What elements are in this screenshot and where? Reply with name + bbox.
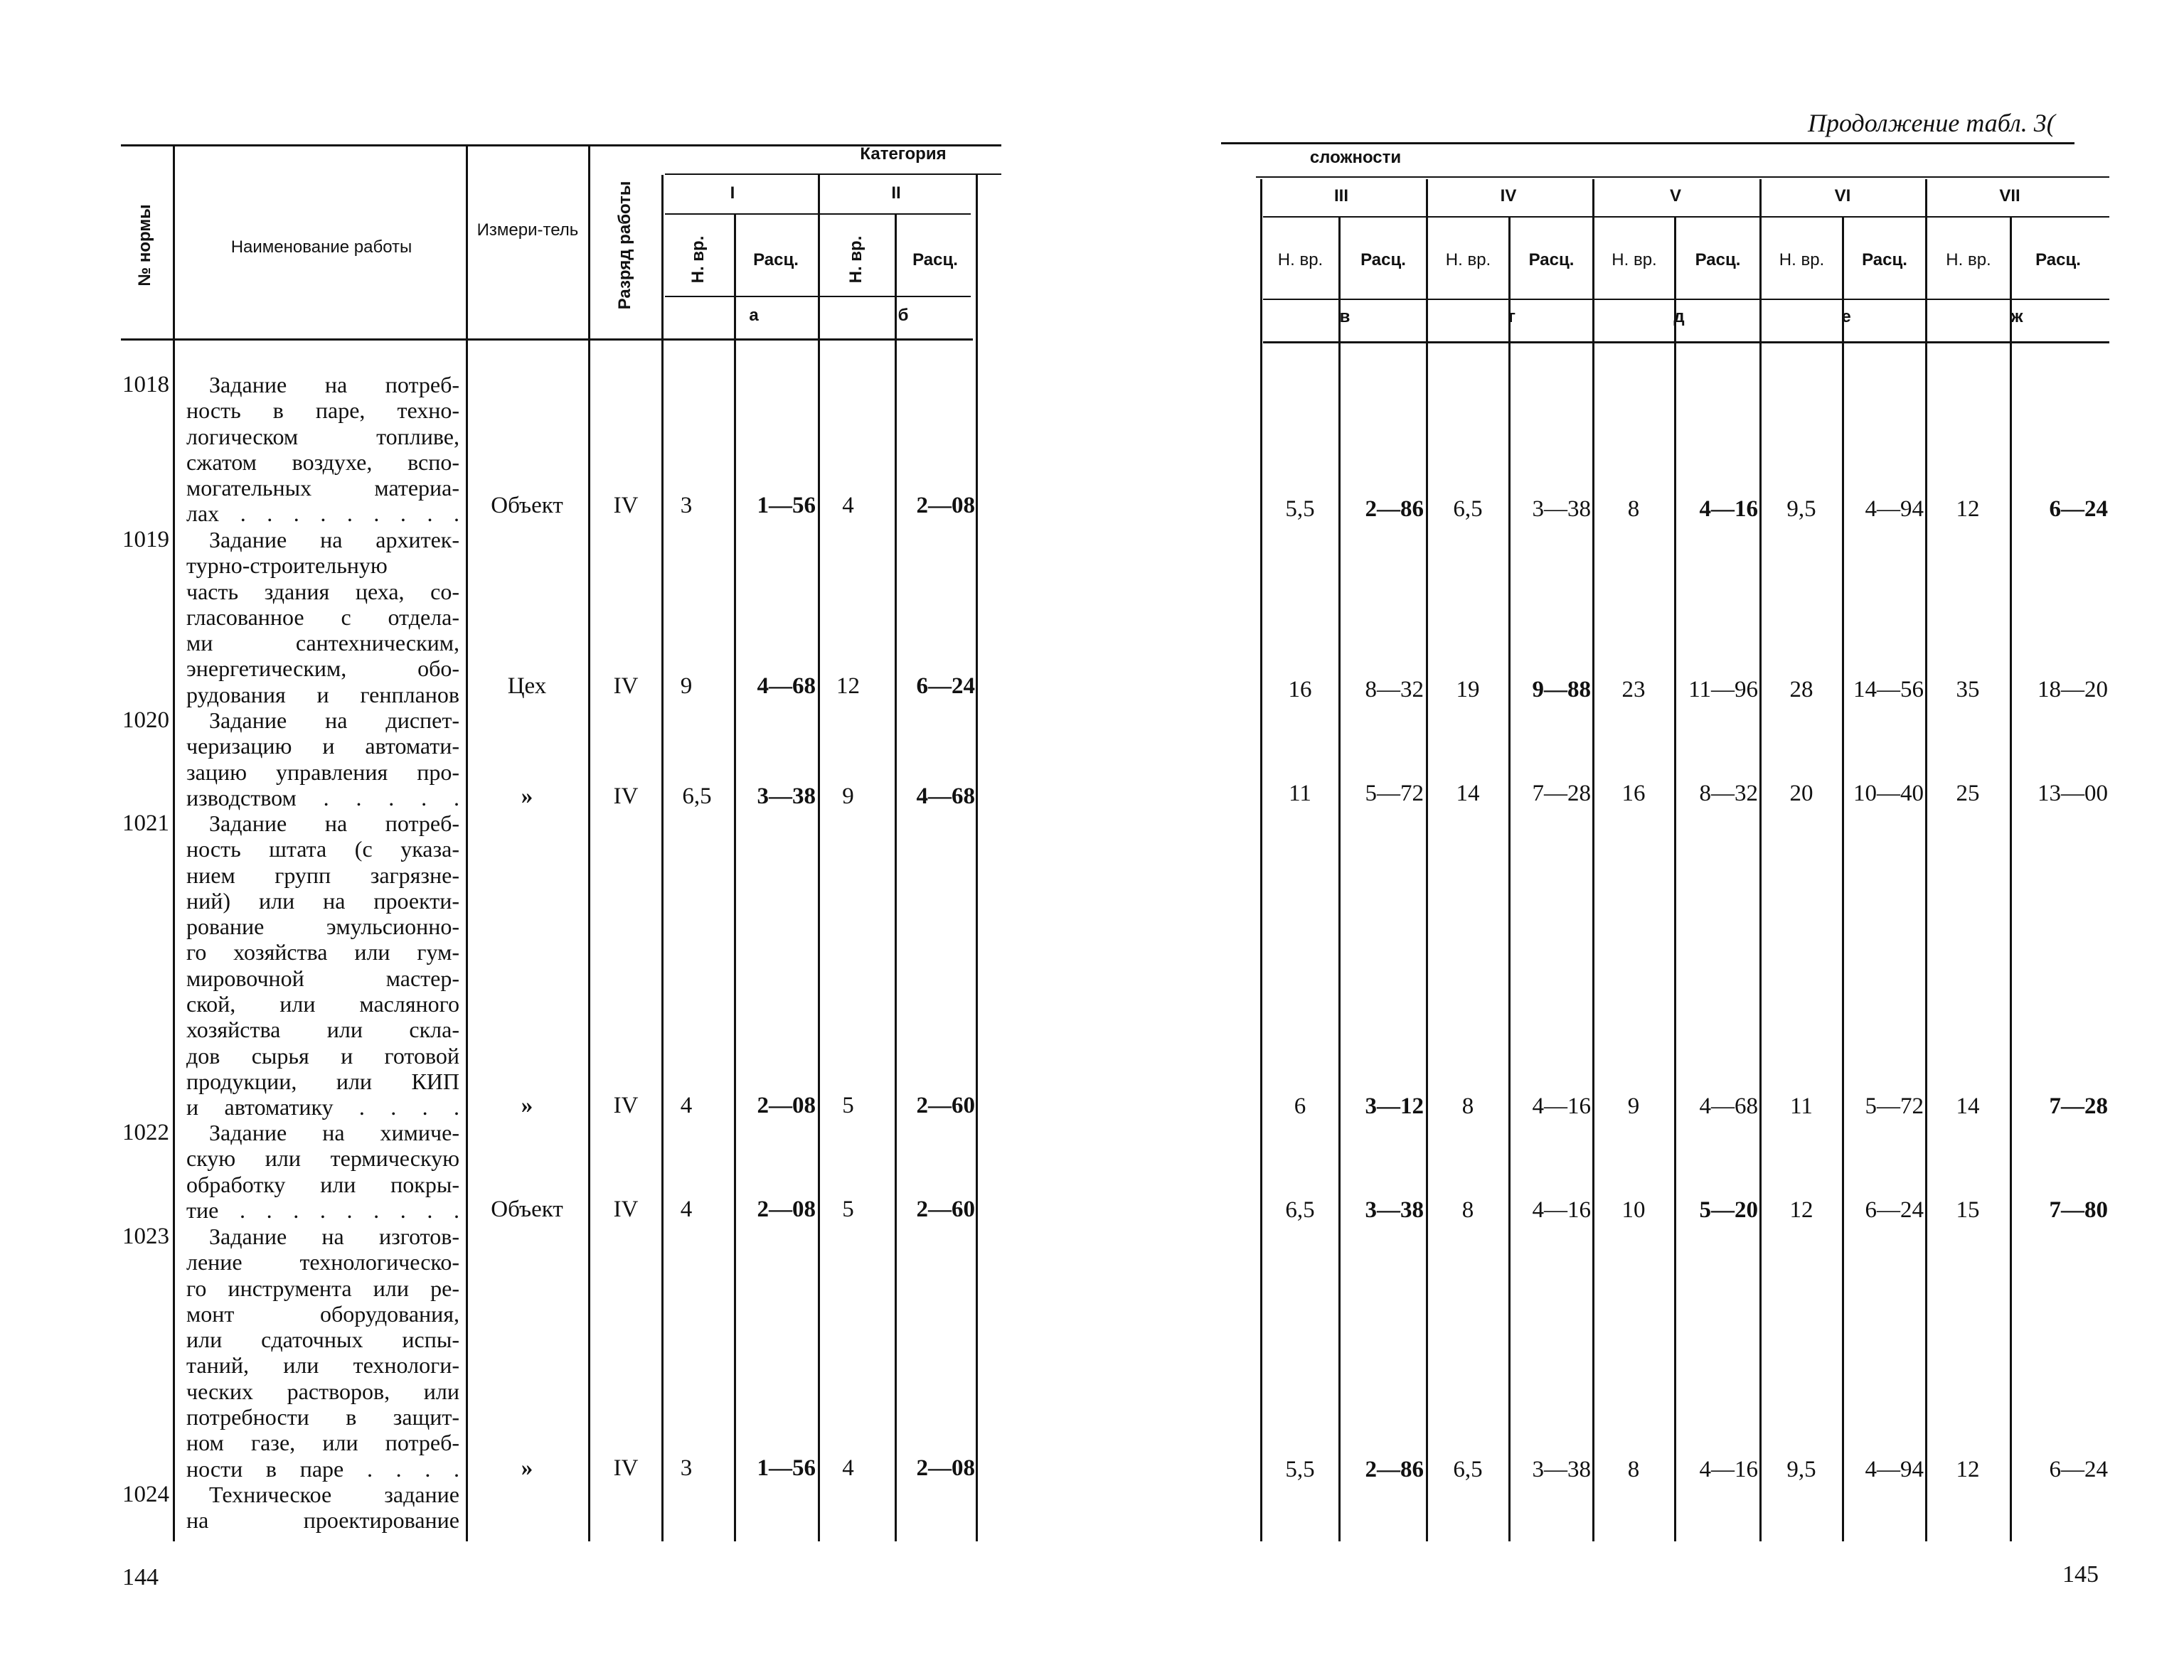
header-norm-no: № нормы	[135, 204, 154, 287]
header-norm-time-II: Н. вр.	[846, 235, 865, 284]
header-grade: Разряд работы	[615, 181, 634, 310]
rate-cell: 2—60	[916, 1093, 975, 1118]
rate-cell: 13—00	[2037, 781, 2108, 806]
header-norm-time-V: Н. вр.	[1612, 250, 1657, 269]
norm-time-cell: 4	[842, 1455, 854, 1481]
header-norm-time-IV: Н. вр.	[1445, 250, 1491, 269]
rate-cell: 2—08	[757, 1093, 816, 1118]
rate-cell: 2—08	[916, 493, 975, 518]
norm-time-cell: 12	[1789, 1197, 1813, 1223]
rate-cell: 14—56	[1853, 677, 1924, 702]
norm-time-cell: 8	[1461, 1093, 1474, 1119]
header-norm-time-III: Н. вр.	[1277, 250, 1323, 269]
rate-cell: 3—38	[1532, 1457, 1591, 1482]
col-rule	[1260, 179, 1262, 1541]
norm-time-cell: 9,5	[1786, 1457, 1816, 1482]
header-rate-III: Расц.	[1360, 250, 1406, 269]
norm-time-cell: 3	[680, 1455, 693, 1481]
unit-cell: »	[521, 1093, 533, 1118]
header-letter-a: а	[749, 306, 759, 325]
header-bottom-rule	[121, 338, 973, 341]
norm-time-cell: 19	[1456, 677, 1480, 702]
grade-cell: IV	[613, 1455, 639, 1481]
rate-cell: 2—86	[1365, 496, 1424, 522]
rate-cell: 6—24	[2049, 496, 2108, 522]
norm-number: 1019	[122, 527, 169, 552]
rate-cell: 4—68	[1699, 1093, 1758, 1119]
unit-cell: »	[521, 1455, 533, 1481]
norm-time-cell: 3	[680, 493, 693, 518]
norm-time-cell: 9	[680, 673, 693, 699]
col-rule-3	[588, 146, 590, 1541]
col-rule	[1674, 216, 1676, 1541]
norm-number: 1018	[122, 372, 169, 397]
norm-time-cell: 5,5	[1285, 1457, 1315, 1482]
norm-time-cell: 12	[1956, 1457, 1980, 1482]
norm-time-cell: 6,5	[682, 783, 712, 809]
rate-cell: 6—24	[916, 673, 975, 699]
col-rule	[2010, 216, 2012, 1541]
norm-time-cell: 12	[836, 673, 860, 699]
col-rule-1	[173, 146, 175, 1541]
norm-time-cell: 16	[1288, 677, 1312, 702]
header-category: Категория	[860, 144, 947, 164]
norm-time-cell: 15	[1956, 1197, 1980, 1223]
page-number-right: 145	[2062, 1561, 2099, 1588]
norm-time-cell: 8	[1461, 1197, 1474, 1223]
norm-time-cell: 9	[1627, 1093, 1640, 1119]
col-rule-6	[818, 175, 820, 1541]
rate-cell: 3—38	[757, 783, 816, 809]
header-group-I: I	[730, 183, 735, 203]
rate-cell: 4—16	[1532, 1197, 1591, 1223]
header-unit: Измери-тель	[476, 220, 579, 240]
norm-time-cell: 16	[1621, 781, 1646, 806]
rate-cell: 2—60	[916, 1197, 975, 1222]
rate-cell: 6—24	[1865, 1197, 1924, 1223]
work-description: Задание на изготов- ление технологическо- го инструмента или ре- монт оборудования, или сдаточных испы- таний, или технологи- ческих растворов, или потребности в защит- ном газе, или потреб- ности в паре . . . .	[186, 1224, 459, 1482]
header-rate-V: Расц.	[1695, 250, 1741, 269]
grade-cell: IV	[613, 783, 639, 809]
rate-cell: 3—38	[1532, 496, 1591, 522]
norm-time-cell: 5	[842, 1197, 854, 1222]
col-rule	[1338, 216, 1341, 1541]
col-rule-5	[734, 213, 736, 1541]
header-group-VI: VI	[1834, 186, 1851, 205]
rate-cell: 4—94	[1865, 496, 1924, 522]
header-rate-II: Расц.	[912, 250, 958, 269]
col-rule	[1925, 179, 1927, 1541]
norm-time-cell: 11	[1289, 781, 1311, 806]
page-number-left: 144	[122, 1564, 159, 1590]
norm-time-cell: 10	[1621, 1197, 1646, 1223]
norm-time-cell: 25	[1956, 781, 1980, 806]
col-rule	[1508, 216, 1511, 1541]
header-rate-IV: Расц.	[1528, 250, 1575, 269]
header-letter-d: д	[1673, 307, 1685, 326]
col-rule-7	[895, 213, 897, 1541]
header-norm-time-I: Н. вр.	[688, 235, 708, 284]
rate-cell: 4—16	[1699, 496, 1758, 522]
rate-cell: 7—28	[1532, 781, 1591, 806]
norm-number: 1023	[122, 1224, 169, 1249]
complexity-rule	[1256, 176, 2109, 178]
grade-cell: IV	[613, 1093, 639, 1118]
norm-time-cell: 8	[1627, 496, 1640, 522]
header-group-IV: IV	[1500, 186, 1517, 205]
header-rate-I: Расц.	[753, 250, 799, 269]
rate-cell: 18—20	[2037, 677, 2108, 702]
rate-cell: 1—56	[757, 493, 816, 518]
rate-cell: 8—32	[1365, 677, 1424, 702]
rate-cell: 3—38	[1365, 1197, 1424, 1223]
table-top-rule	[1221, 142, 2074, 144]
header-rate-VII: Расц.	[2035, 250, 2081, 269]
header-group-II: II	[891, 183, 901, 203]
right-page	[1092, 0, 2184, 1680]
rate-cell: 6—24	[2049, 1457, 2108, 1482]
rate-cell: 11—96	[1688, 677, 1758, 702]
header-norm-time-VII: Н. вр.	[1946, 250, 1991, 269]
rate-cell: 4—68	[916, 783, 975, 809]
header-bottom-rule	[1263, 341, 2109, 343]
rate-cell: 8—32	[1699, 781, 1758, 806]
header-norm-time-VI: Н. вр.	[1779, 250, 1825, 269]
norm-time-cell: 9,5	[1786, 496, 1816, 522]
rate-cell: 7—80	[2049, 1197, 2108, 1223]
rate-cell: 4—16	[1532, 1093, 1591, 1119]
norm-time-cell: 20	[1789, 781, 1813, 806]
norm-time-cell: 4	[680, 1093, 693, 1118]
work-description: Задание на потреб- ность штата (с указа- нием групп загрязне- ний) или на проекти- рование эмульсионно- го хозяйства или гум- мировочной мастер- ской, или масляного хозяйства или скла- дов сырья и готовой продукции, или КИП и автоматику . . . .	[186, 810, 459, 1120]
rate-cell: 5—72	[1365, 781, 1424, 806]
norm-number: 1022	[122, 1120, 169, 1145]
work-description: Задание на химиче- скую или термическую обработку или покры- тие . . . . . . . . .	[186, 1120, 459, 1223]
rate-cell: 3—12	[1365, 1093, 1424, 1119]
norm-time-cell: 5	[842, 1093, 854, 1118]
norm-time-cell: 6	[1294, 1093, 1306, 1119]
header-letter-zh: ж	[2010, 307, 2023, 326]
category-rule	[665, 173, 1001, 175]
rate-cell: 4—68	[757, 673, 816, 699]
norm-time-cell: 6,5	[1453, 496, 1483, 522]
col-rule	[1592, 179, 1594, 1541]
norm-time-cell: 11	[1790, 1093, 1813, 1119]
rate-cell: 2—86	[1365, 1457, 1424, 1482]
norm-number: 1020	[122, 707, 169, 733]
rate-cell: 10—40	[1853, 781, 1924, 806]
rate-cell: 7—28	[2049, 1093, 2108, 1119]
work-description: Задание на диспет- черизацию и автомати- зацию управления про- изводством . . . . .	[186, 707, 459, 810]
header-group-III: III	[1333, 186, 1348, 205]
norm-time-cell: 14	[1956, 1093, 1980, 1119]
norm-time-cell: 28	[1789, 677, 1813, 702]
col-rule	[1759, 179, 1762, 1541]
rate-cell: 2—08	[916, 1455, 975, 1481]
roman-rule	[1263, 216, 2109, 218]
rate-cell: 2—08	[757, 1197, 816, 1222]
col-rule-4	[661, 175, 664, 1541]
unit-cell: »	[521, 783, 533, 809]
grade-cell: IV	[613, 673, 639, 699]
norm-time-cell: 6,5	[1285, 1197, 1315, 1223]
norm-number: 1024	[122, 1482, 169, 1507]
rate-cell: 1—56	[757, 1455, 816, 1481]
norm-time-cell: 6,5	[1453, 1457, 1483, 1482]
header-letter-e: е	[1841, 307, 1851, 326]
col-rule-2	[466, 146, 468, 1541]
work-description: Задание на архитек- турно-строительную часть здания цеха, со- гласованное с отдела- ми сантехническим, энергетическим, обо- рудования и генпланов	[186, 527, 459, 707]
norm-number: 1021	[122, 810, 169, 836]
unit-cell: Объект	[491, 1197, 563, 1222]
norm-time-cell: 8	[1627, 1457, 1640, 1482]
rate-cell: 9—88	[1532, 677, 1591, 702]
norm-time-cell: 35	[1956, 677, 1980, 702]
norm-time-cell: 9	[842, 783, 854, 809]
header-group-V: V	[1669, 186, 1681, 205]
norm-time-cell: 14	[1456, 781, 1480, 806]
rate-cell: 4—94	[1865, 1457, 1924, 1482]
norm-time-cell: 4	[680, 1197, 693, 1222]
norm-time-cell: 4	[842, 493, 854, 518]
unit-cell: Цех	[507, 673, 547, 699]
header-letter-g: г	[1508, 307, 1516, 326]
work-description: Техническое задание на проектирование	[186, 1482, 459, 1534]
norm-time-cell: 12	[1956, 496, 1980, 522]
norm-time-cell: 23	[1621, 677, 1646, 702]
continuation-label: Продолжение табл. 3(	[1808, 109, 2055, 137]
header-rate-VI: Расц.	[1862, 250, 1907, 269]
col-rule	[1426, 179, 1428, 1541]
header-work-name: Наименование работы	[230, 237, 412, 257]
rate-cell: 4—16	[1699, 1457, 1758, 1482]
header-complexity: сложности	[1309, 148, 1402, 167]
rate-cell: 5—20	[1699, 1197, 1758, 1223]
col-rule	[1842, 216, 1844, 1541]
norm-time-cell: 5,5	[1285, 496, 1315, 522]
unit-cell: Объект	[491, 493, 563, 518]
grade-cell: IV	[613, 493, 639, 518]
letter-rule	[1263, 299, 2109, 300]
header-letter-v: в	[1339, 307, 1351, 326]
grade-cell: IV	[613, 1197, 639, 1222]
header-group-VII: VII	[1999, 186, 2020, 205]
work-description: Задание на потреб- ность в паре, техно- логическом топливе, сжатом воздухе, вспо- могательных материа- лах . . . . . . . . .	[186, 372, 459, 527]
rate-cell: 5—72	[1865, 1093, 1924, 1119]
header-letter-b: б	[897, 306, 909, 325]
col-rule-8	[976, 175, 978, 1541]
